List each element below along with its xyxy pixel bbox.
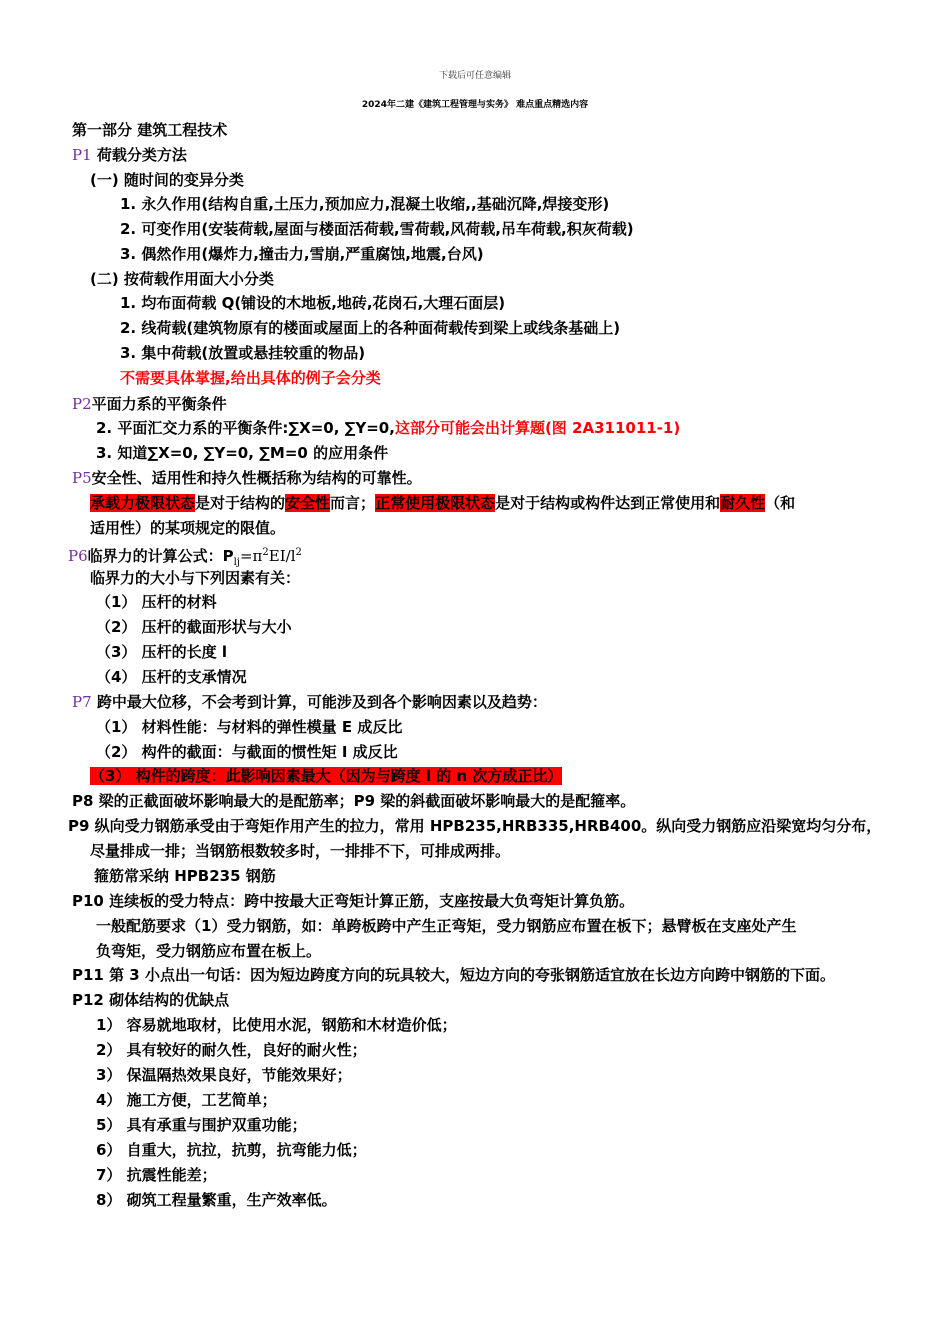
section-heading: 跨中最大位移，不会考到计算，可能涉及到各个影响因素以及趋势：	[91, 693, 547, 711]
highlight-term: （3） 构件的跨度：此影响因素最大（因为与跨度 l 的 n 次方成正比）	[90, 767, 563, 785]
list-item: 7） 抗震性能差；	[96, 1166, 217, 1184]
section-p9-line-1: P9 纵向受力钢筋承受由于弯矩作用产生的拉力，常用 HPB235,HRB335,HRB400。纵向受力钢筋应沿梁宽均匀分布，	[68, 817, 882, 835]
section-heading: 平面力系的平衡条件	[91, 395, 227, 413]
list-item: 6） 自重大，抗拉，抗剪，抗弯能力低；	[96, 1141, 367, 1159]
text-run: 是对于结构的	[195, 494, 286, 512]
p2-line-1	[96, 418, 680, 438]
page-tag: P2	[72, 395, 92, 413]
critical-force-formula: $P_{lj}=\pi^2EI/l^2$	[222, 547, 302, 568]
part-heading: 第一部分 建筑工程技术	[72, 121, 228, 139]
list-item: 3. 集中荷载(放置或悬挂较重的物品)	[120, 344, 366, 362]
section-p7	[72, 692, 547, 712]
section-p9-line-2: 尽量排成一排；当钢筋根数较多时，一排排不下，可排成两排。	[90, 842, 511, 860]
section-p10-line-1: P10 连续板的受力特点：跨中按最大正弯矩计算正筋，支座按最大负弯矩计算负筋。	[72, 892, 635, 910]
list-item: 1. 均布面荷载 Q(铺设的木地板,地砖,花岗石,大理石面层)	[120, 294, 506, 312]
list-item: 5） 具有承重与围护双重功能；	[96, 1116, 307, 1134]
section-heading: 临界力的计算公式：	[87, 547, 223, 565]
list-item: 1. 永久作用(结构自重,土压力,预加应力,混凝土收缩,,基础沉降,焊接变形)	[120, 195, 610, 213]
list-item: （2） 构件的截面：与截面的惯性矩 I 成反比	[96, 743, 398, 761]
section-p10-line-2: 一般配筋要求（1）受力钢筋，如：单跨板跨中产生正弯矩，受力钢筋应布置在板下；悬臂板在支座处产生	[96, 917, 797, 935]
section-p8: P8 梁的正截面破坏影响最大的是配筋率；P9 梁的斜截面破坏影响最大的是配箍率。	[72, 792, 636, 810]
list-item: 2. 线荷载(建筑物原有的楼面或屋面上的各种面荷载传到梁上或线条基础上)	[120, 319, 621, 337]
list-item: （2） 压杆的截面形状与大小	[96, 618, 292, 636]
section-heading: 安全性、适用性和持久性概括称为结构的可靠性。	[91, 469, 422, 487]
text-run: 是对于结构或构件达到正常使用和	[495, 494, 721, 512]
list-item: 4） 施工方便，工艺简单；	[96, 1091, 277, 1109]
section-heading: 荷载分类方法	[91, 146, 187, 164]
section-p5	[72, 468, 422, 488]
list-item: 8） 砌筑工程量繁重，生产效率低。	[96, 1191, 337, 1209]
p1-note: 不需要具体掌握,给出具体的例子会分类	[120, 369, 381, 387]
list-item: 3） 保温隔热效果良好，节能效果好；	[96, 1066, 352, 1084]
text-run: 而言；	[330, 494, 376, 512]
list-item: 2. 可变作用(安装荷载,屋面与楼面活荷载,雪荷载,风荷载,吊车荷载,积灰荷载)	[120, 220, 634, 238]
highlight-term: 耐久性	[720, 494, 766, 512]
text-run: （和	[765, 494, 796, 512]
p1-subheading-1: (一) 随时间的变异分类	[90, 171, 244, 189]
p6-intro: 临界力的大小与下列因素有关：	[90, 569, 301, 587]
header-note: 下载后可任意编辑	[438, 71, 511, 81]
page-tag: P6	[68, 547, 88, 565]
calc-note: 这部分可能会出计算题(图 2A311011-1)	[394, 419, 681, 437]
list-item: （3） 压杆的长度 l	[96, 643, 228, 661]
p5-line-2: 适用性）的某项规定的限值。	[90, 519, 286, 537]
section-p10-line-3: 负弯矩，受力钢筋应布置在板上。	[96, 942, 322, 960]
list-item: （1） 压杆的材料	[96, 593, 217, 611]
section-p2	[72, 394, 227, 414]
list-item: 2） 具有较好的耐久性，良好的耐火性；	[96, 1041, 367, 1059]
list-item: （1） 材料性能：与材料的弹性模量 E 成反比	[96, 718, 403, 736]
page-tag: P1	[72, 146, 92, 164]
p2-line-2: 3. 知道∑X=0, ∑Y=0, ∑M=0 的应用条件	[96, 444, 389, 462]
p7-highlight-line	[90, 766, 562, 786]
equilibrium-condition: 2. 平面汇交力系的平衡条件:∑X=0, ∑Y=0,	[96, 419, 395, 437]
highlight-term: 安全性	[285, 494, 331, 512]
list-item: （4） 压杆的支承情况	[96, 668, 247, 686]
p5-line-1	[90, 493, 795, 513]
highlight-term: 正常使用极限状态	[375, 494, 496, 512]
page-tag: P7	[72, 693, 92, 711]
page-tag: P5	[72, 469, 92, 487]
section-p9-line-3: 箍筋常采纳 HPB235 钢筋	[94, 867, 276, 885]
section-p11: P11 第 3 小点出一句话：因为短边跨度方向的玩具较大，短边方向的夸张钢筋适宜放在长边方向跨中钢筋的下面。	[72, 966, 835, 984]
list-item: 1） 容易就地取材，比使用水泥，钢筋和木材造价低；	[96, 1016, 457, 1034]
document-title: 2024年二建《建筑工程管理与实务》 难点重点精选内容	[361, 100, 589, 110]
section-p1	[72, 145, 187, 165]
section-p12-heading: P12 砌体结构的优缺点	[72, 991, 230, 1009]
list-item: 3. 偶然作用(爆炸力,撞击力,雪崩,严重腐蚀,地震,台风)	[120, 245, 484, 263]
highlight-term: 承载力极限状态	[90, 494, 196, 512]
p1-subheading-2: (二) 按荷载作用面大小分类	[90, 270, 274, 288]
